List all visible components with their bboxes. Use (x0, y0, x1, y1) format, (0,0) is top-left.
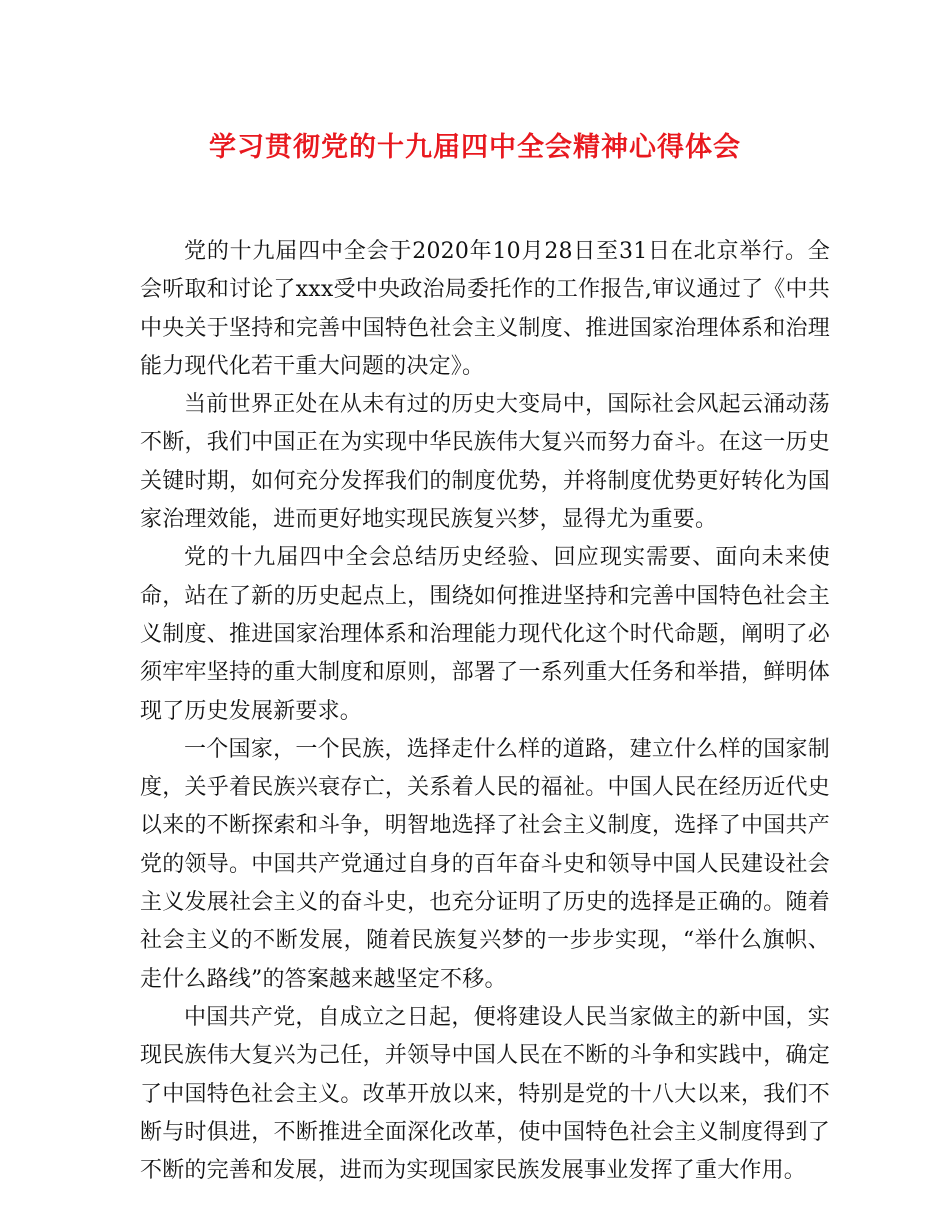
paragraph-4: 一个国家，一个民族，选择走什么样的道路，建立什么样的国家制度，关乎着民族兴衰存亡，关系着人民的福祉。中国人民在经历近代史以来的不断探索和斗争，明智地选择了社会主义制度，选择了中国共产党的领导。中国共产党通过自身的百年奋斗史和领导中国人民建设社会主义发展社会主义的奋斗史，也充分证明了历史的选择是正确的。随着社会主义的不断发展，随着民族复兴梦的一步步实现，“举什么旗帜、走什么路线”的答案越来越坚定不移。 (140, 736, 830, 992)
paragraph-1: 党的十九届四中全会于2020年10月28日至31日在北京举行。全会听取和讨论了xxx受中央政治局委托作的工作报告,审议通过了《中共中央关于坚持和完善中国特色社会主义制度、推进国家治理体系和治理能力现代化若干重大问题的决定》。 (140, 239, 830, 379)
document-title: 学习贯彻党的十九届四中全会精神心得体会 (209, 132, 741, 163)
paragraph-2: 当前世界正处在从未有过的历史大变局中，国际社会风起云涌动荡不断，我们中国正在为实现中华民族伟大复兴而努力奋斗。在这一历史关键时期，如何充分发挥我们的制度优势，并将制度优势更好转化为国家治理效能，进而更好地实现民族复兴梦，显得尤为重要。 (140, 392, 830, 533)
paragraph-3: 党的十九届四中全会总结历史经验、回应现实需要、面向未来使命，站在了新的历史起点上，围绕如何推进坚持和完善中国特色社会主义制度、推进国家治理体系和治理能力现代化这个时代命题，阐明了必须牢牢坚持的重大制度和原则，部署了一系列重大任务和举措，鲜明体现了历史发展新要求。 (140, 545, 830, 724)
document-body (140, 233, 830, 1190)
paragraph-5: 中国共产党，自成立之日起，便将建设人民当家做主的新中国，实现民族伟大复兴为己任，并领导中国人民在不断的斗争和实践中，确定了中国特色社会主义。改革开放以来，特别是党的十八大以来，我们不断与时俱进，不断推进全面深化改革，使中国特色社会主义制度得到了不断的完善和发展，进而为实现国家民族发展事业发挥了重大作用。 (140, 1004, 830, 1184)
